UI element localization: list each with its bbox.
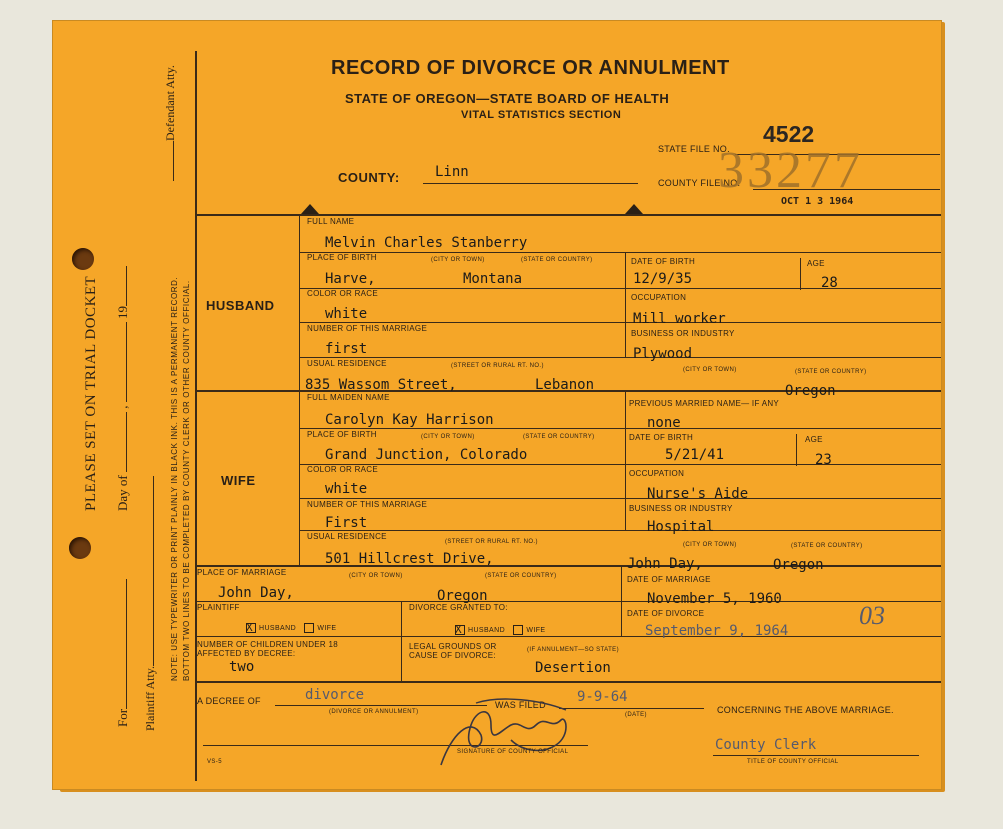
- wife-residence-street: 501 Hillcrest Drive,: [325, 551, 494, 567]
- filed-date: 9-9-64: [577, 689, 628, 705]
- date-of-divorce: September 9, 1964: [645, 623, 789, 639]
- county-line: [423, 183, 638, 184]
- was-filed-label: WAS FILED: [495, 700, 546, 710]
- husband-residence-city: Lebanon: [535, 377, 595, 393]
- wife-marriage-no-label: NUMBER OF THIS MARRIAGE: [307, 500, 428, 509]
- rule-m2: [195, 636, 941, 637]
- wife-residence-label: USUAL RESIDENCE: [307, 532, 387, 541]
- official-title-line: [713, 755, 919, 756]
- binder-hole-top: [72, 248, 94, 270]
- husband-dob: 12/9/35: [633, 271, 693, 287]
- right-column-border: [625, 252, 626, 357]
- wife-occupation: Nurse's Aide: [647, 486, 749, 502]
- plaintiff-col-border: [401, 601, 402, 681]
- husband-business: Plywood: [633, 346, 693, 362]
- rule-w2: [299, 464, 941, 465]
- wife-dob: 5/21/41: [665, 447, 725, 463]
- rule-h2: [299, 288, 941, 289]
- rule-h4: [299, 357, 941, 358]
- husband-occupation-label: OCCUPATION: [631, 293, 687, 302]
- defendant-atty-label: Defendant Atty.: [163, 65, 178, 181]
- note-line-1: NOTE: USE TYPEWRITER OR PRINT PLAINLY IN BLACK INK. THIS IS A PERMANENT RECORD.: [170, 276, 179, 681]
- form-no-line: [203, 745, 283, 746]
- husband-occupation: Mill worker: [633, 311, 726, 327]
- husband-city-hint: (CITY OR TOWN): [683, 367, 737, 373]
- husband-race-label: COLOR OR RACE: [307, 289, 379, 298]
- rule-h1: [299, 252, 941, 253]
- wife-street-hint: (STREET OR RURAL RT. NO.): [445, 539, 538, 545]
- husband-pob-state-hint: (STATE OR COUNTRY): [521, 257, 593, 263]
- right-column-border-wife: [625, 392, 626, 530]
- date-of-marriage: November 5, 1960: [647, 591, 782, 607]
- signature-label: SIGNATURE OF COUNTY OFFICIAL: [457, 749, 569, 755]
- husband-top-rule: [195, 214, 941, 216]
- note-line-2: BOTTOM TWO LINES TO BE COMPLETED BY COUNTY CLERK OR OTHER COUNTY OFFICIAL.: [182, 280, 191, 681]
- legal-grounds-label-2: CAUSE OF DIVORCE:: [409, 651, 496, 660]
- county-label: COUNTY:: [338, 170, 400, 185]
- husband-marriage-no: first: [325, 341, 368, 357]
- wife-pob-city-hint: (CITY OR TOWN): [421, 434, 475, 440]
- husband-race: white: [325, 306, 368, 322]
- wife-residence-city: John Day,: [627, 556, 703, 572]
- children-label-1: NUMBER OF CHILDREN UNDER 18: [197, 640, 339, 649]
- wife-age: 23: [815, 452, 832, 468]
- state-file-label: STATE FILE NO.: [658, 144, 730, 154]
- wife-state-hint: (STATE OR COUNTRY): [791, 543, 863, 549]
- form-title: RECORD OF DIVORCE OR ANNULMENT: [331, 57, 730, 79]
- label-column-border: [299, 214, 300, 566]
- age-border-husband: [800, 258, 801, 290]
- marriage-col-border: [621, 566, 622, 636]
- for-label: For: [115, 579, 131, 727]
- marriage-state-hint: (STATE OR COUNTRY): [485, 573, 557, 579]
- wife-section-label: WIFE: [221, 473, 256, 488]
- plaintiff-husband-option: X HUSBAND WIFE: [246, 621, 337, 634]
- husband-state-hint: (STATE OR COUNTRY): [795, 369, 867, 375]
- husband-age-label: AGE: [807, 259, 825, 268]
- wife-maiden-name: Carolyn Kay Harrison: [325, 412, 494, 428]
- rule-m1: [195, 601, 941, 602]
- plaintiff-wife-checkbox: [304, 623, 314, 633]
- form-number: VS-5: [207, 759, 222, 765]
- concerning-label: CONCERNING THE ABOVE MARRIAGE.: [717, 705, 894, 715]
- husband-full-name-label: FULL NAME: [307, 217, 355, 226]
- wife-business-label: BUSINESS OR INDUSTRY: [629, 504, 733, 513]
- rule-m3: [195, 681, 941, 683]
- date-of-marriage-label: DATE OF MARRIAGE: [627, 575, 711, 584]
- age-border-wife: [796, 434, 797, 466]
- decree-of-label: A DECREE OF: [197, 696, 261, 706]
- children-count: two: [229, 659, 255, 675]
- date-of-divorce-label: DATE OF DIVORCE: [627, 609, 705, 618]
- wife-occupation-label: OCCUPATION: [629, 469, 685, 478]
- wife-birth-place: Grand Junction, Colorado: [325, 447, 528, 463]
- marriage-state: Oregon: [437, 588, 488, 604]
- wife-city-hint: (CITY OR TOWN): [683, 542, 737, 548]
- rule-w4: [299, 530, 941, 531]
- county-file-label: COUNTY FILE NO.: [658, 178, 741, 188]
- trial-docket-label: PLEASE SET ON TRIAL DOCKET: [83, 275, 99, 511]
- official-title-hint: TITLE OF COUNTY OFFICIAL: [747, 759, 839, 765]
- decree-type: divorce: [305, 687, 365, 703]
- marriage-city: John Day,: [218, 585, 294, 601]
- husband-residence-street: 835 Wassom Street,: [305, 377, 457, 393]
- day-of-label: Day of , 19: [115, 266, 131, 511]
- husband-full-name: Melvin Charles Stanberry: [325, 235, 528, 251]
- plaintiff-label: PLAINTIFF: [197, 603, 240, 612]
- wife-pob-label: PLACE OF BIRTH: [307, 430, 377, 439]
- state-file-number: 4522: [763, 121, 815, 147]
- rule-h3: [299, 322, 941, 323]
- divorce-granted-label: DIVORCE GRANTED TO:: [409, 603, 508, 612]
- husband-birth-city: Harve,: [325, 271, 376, 287]
- plaintiff-husband-checkbox: X: [246, 623, 256, 633]
- husband-age: 28: [821, 275, 838, 291]
- granted-wife-checkbox: [513, 625, 523, 635]
- wife-residence-state: Oregon: [773, 557, 824, 573]
- filed-date-hint: (DATE): [625, 712, 647, 718]
- husband-birth-state: Montana: [463, 271, 523, 287]
- wife-marriage-no: First: [325, 515, 368, 531]
- wife-age-label: AGE: [805, 435, 823, 444]
- legal-grounds-label-1: LEGAL GROUNDS OR: [409, 642, 497, 651]
- husband-marriage-no-label: NUMBER OF THIS MARRIAGE: [307, 324, 428, 333]
- wife-maiden-name-label: FULL MAIDEN NAME: [307, 393, 390, 402]
- rule-w3: [299, 498, 941, 499]
- granted-husband-option: X HUSBAND WIFE: [455, 623, 546, 636]
- pointer-triangle-right: [625, 204, 643, 214]
- form-left-border: [195, 51, 197, 781]
- form-subtitle: STATE OF OREGON—STATE BOARD OF HEALTH: [345, 91, 670, 106]
- annulment-hint: (IF ANNULMENT—SO STATE): [527, 647, 619, 653]
- official-title: County Clerk: [715, 737, 817, 753]
- rule-w1: [299, 428, 941, 429]
- place-of-marriage-label: PLACE OF MARRIAGE: [197, 568, 287, 577]
- husband-pob-city-hint: (CITY OR TOWN): [431, 257, 485, 263]
- wife-bottom-rule: [195, 565, 941, 567]
- county-file-number: 33277: [718, 142, 863, 199]
- decree-type-hint: (DIVORCE OR ANNULMENT): [329, 709, 419, 715]
- husband-dob-label: DATE OF BIRTH: [631, 257, 696, 266]
- wife-dob-label: DATE OF BIRTH: [629, 433, 694, 442]
- husband-pob-label: PLACE OF BIRTH: [307, 253, 377, 262]
- pointer-triangle-left: [301, 204, 319, 214]
- husband-section-label: HUSBAND: [206, 298, 275, 313]
- wife-business: Hospital: [647, 519, 715, 535]
- received-date-stamp: OCT 1 3 1964: [781, 196, 854, 207]
- county-official-signature: [431, 695, 591, 775]
- legal-grounds: Desertion: [535, 660, 611, 676]
- granted-husband-checkbox: X: [455, 625, 465, 635]
- husband-residence-state: Oregon: [785, 383, 836, 399]
- divorce-record-card: [52, 20, 942, 790]
- binder-hole-bottom: [69, 537, 91, 559]
- form-section: VITAL STATISTICS SECTION: [461, 109, 622, 121]
- wife-pob-state-hint: (STATE OR COUNTRY): [523, 434, 595, 440]
- wife-previous-name: none: [647, 415, 681, 431]
- county-value: Linn: [435, 164, 469, 180]
- husband-street-hint: (STREET OR RURAL RT. NO.): [451, 363, 544, 369]
- wife-race: white: [325, 481, 368, 497]
- wife-previous-name-label: PREVIOUS MARRIED NAME— IF ANY: [629, 399, 780, 408]
- wife-race-label: COLOR OR RACE: [307, 465, 379, 474]
- husband-business-label: BUSINESS OR INDUSTRY: [631, 329, 735, 338]
- margin-handwritten-note: 03: [859, 601, 885, 630]
- plaintiff-atty-label: Plaintiff Atty.: [143, 476, 158, 731]
- husband-residence-label: USUAL RESIDENCE: [307, 359, 387, 368]
- children-label-2: AFFECTED BY DECREE:: [197, 649, 296, 658]
- marriage-city-hint: (CITY OR TOWN): [349, 573, 403, 579]
